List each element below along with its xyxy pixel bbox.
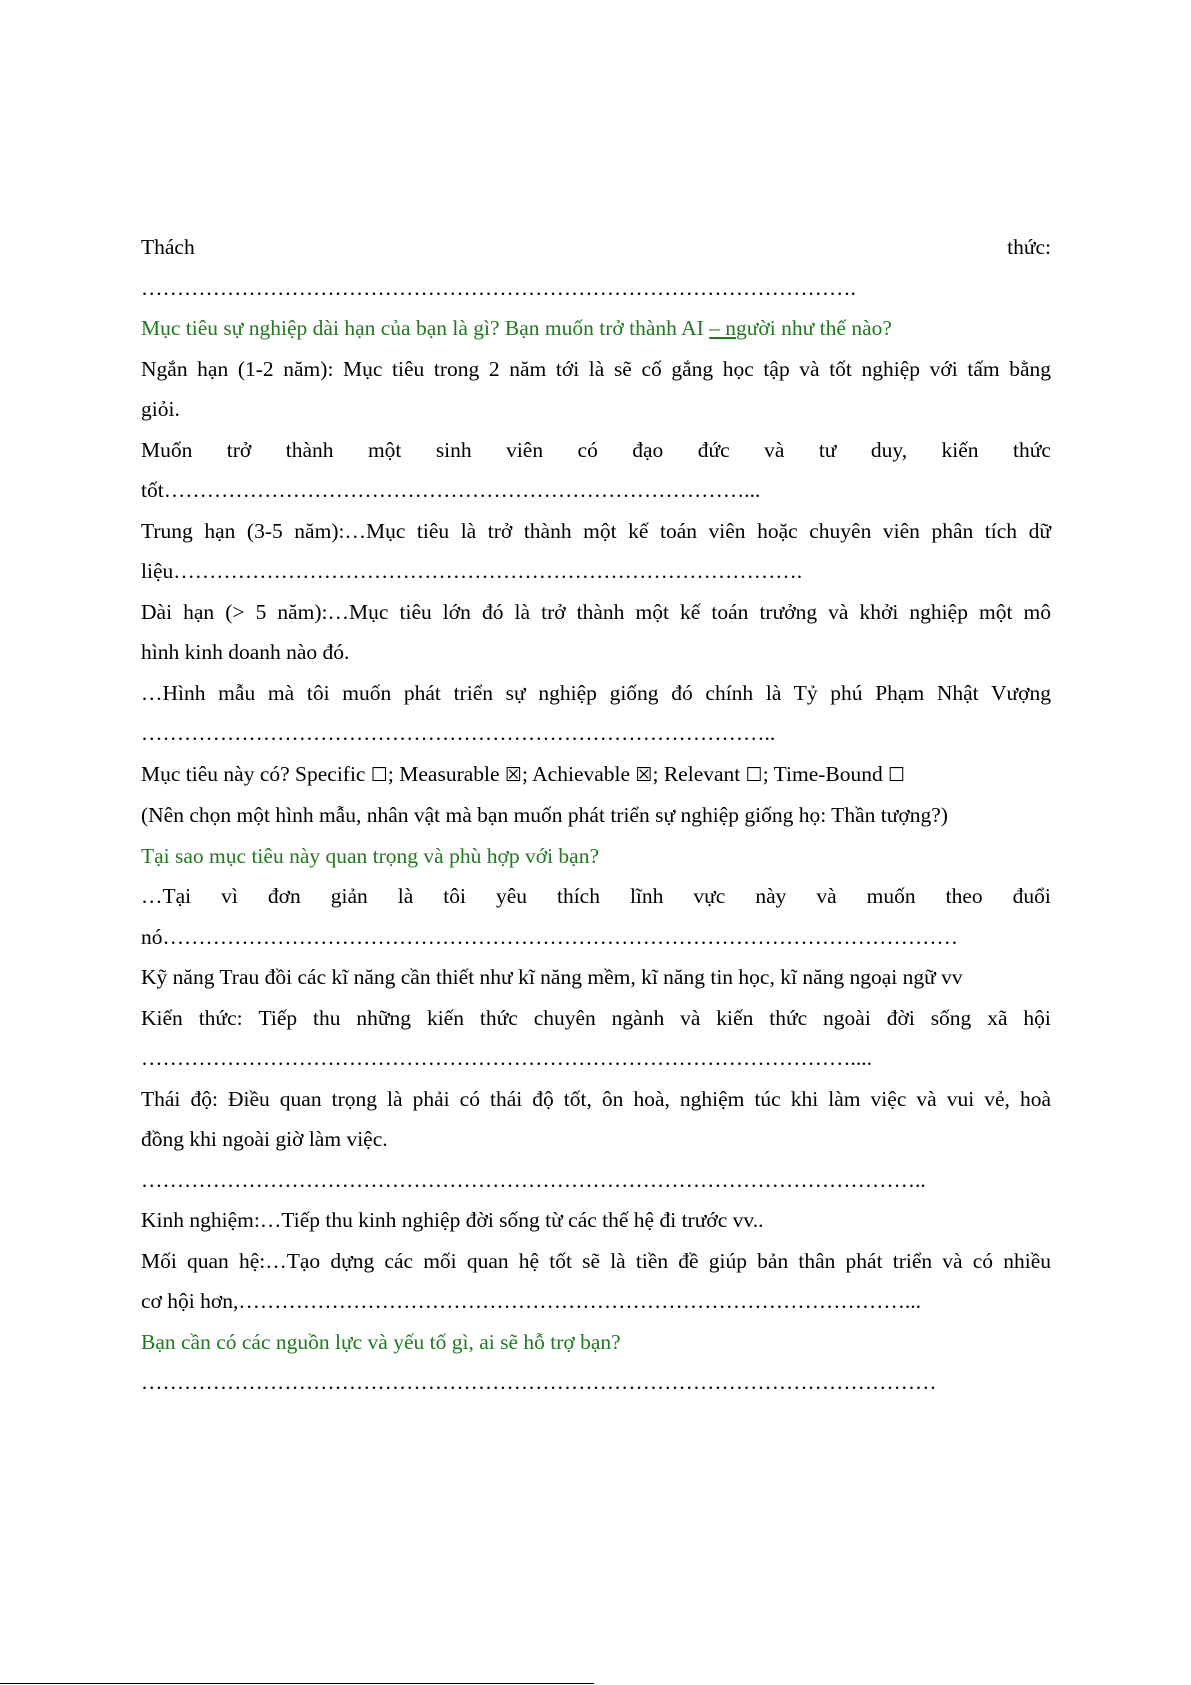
knowledge-line-1 <box>141 998 1051 1039</box>
question-long-term-goal <box>141 308 1051 349</box>
reason-w11: này <box>755 884 787 908</box>
want-w8: đạo <box>632 437 664 462</box>
question-long-term-goal-part2: gười như thế nào? <box>736 316 892 340</box>
want-word: Muốn <box>141 437 193 462</box>
knowledge-w6: kiến <box>426 1005 464 1030</box>
smart-measurable-label: Measurable <box>399 761 500 786</box>
resources-answer-dots: ………………………………………………………………………………………………… <box>141 1370 937 1394</box>
want-w10: và <box>764 437 785 462</box>
smart-prefix: Mục tiêu này có? <box>141 761 296 786</box>
reason-w4: giản <box>330 884 368 908</box>
want-w9: đức <box>697 437 730 462</box>
smart-achievable-label: Achievable <box>532 761 631 786</box>
smart-criteria-line: Mục tiêu này có? Specific ☐; Measurable ☒; Achievable ☒; Relevant ☐; Time-Bound ☐ <box>141 761 906 786</box>
role-model-line-1: …Hình mẫu mà tôi muốn phát triển sự nghiệp giống đó chính là Tỷ phú Phạm Nhật Vượng <box>141 680 1051 705</box>
knowledge-w9: ngành <box>611 1005 665 1030</box>
want-rest: trở <box>226 437 252 462</box>
question-long-term-goal-underlined: – n <box>709 316 737 340</box>
relevant-checkbox-icon[interactable]: ☐ <box>745 763 763 786</box>
relations-line-1: Mối quan hệ:…Tạo dựng các mối quan hệ tốt sẽ là tiền đề giúp bản thân phát triển và có nhiều <box>141 1248 1051 1273</box>
knowledge-w7: thức <box>479 1005 518 1030</box>
achievable-checkbox-icon[interactable]: ☒ <box>635 763 653 786</box>
specific-checkbox-icon[interactable]: ☐ <box>370 763 388 786</box>
question-long-term-goal-part1: Mục tiêu sự nghiệp dài hạn của bạn là gì? Bạn muốn trở thành AI <box>141 316 710 340</box>
smart-relevant-label: Relevant <box>663 761 741 786</box>
want-w3: thành <box>285 437 334 462</box>
knowledge-w17: hội <box>1023 1005 1051 1030</box>
reason-w9: lĩnh <box>629 884 664 908</box>
reason-w2: vì <box>221 884 238 908</box>
knowledge-w14: đời <box>886 1005 915 1030</box>
measurable-checkbox-icon[interactable]: ☒ <box>504 763 522 786</box>
long-term-line-1: Dài hạn (> 5 năm):…Mục tiêu lớn đó là trở thành một kế toán trưởng và khởi nghiệp một mô <box>141 599 1051 624</box>
reason-w3: đơn <box>267 884 301 908</box>
reason-w5: là <box>397 884 414 908</box>
challenge-label: Thách <box>141 235 195 259</box>
knowledge-w3: Tiếp <box>258 1005 298 1030</box>
want-w5: sinh <box>435 437 472 462</box>
mid-term-line-1: Trung hạn (3-5 năm):…Mục tiêu là trở thành một kế toán viên hoặc chuyên viên phân tích dữ <box>141 518 1051 543</box>
footnote-separator <box>0 1683 594 1684</box>
long-term-line-2: hình kinh doanh nào đó. <box>141 640 350 664</box>
question-resources: Bạn cần có các nguồn lực và yếu tố gì, ai sẽ hỗ trợ bạn? <box>141 1329 621 1354</box>
want-w6: viên <box>506 437 544 462</box>
experience-line: Kinh nghiệm:…Tiếp thu kinh nghiệp đời sống từ các thế hệ đi trước vv.. <box>141 1208 764 1232</box>
challenge-line <box>141 227 1051 268</box>
role-model-line-2: …………………………………………………………………………….. <box>141 721 776 745</box>
want-w7: có <box>577 437 598 462</box>
reason-w12: và <box>816 884 837 908</box>
short-term-line-1: Ngắn hạn (1-2 năm): Mục tiêu trong 2 năm tới là sẽ cố gắng học tập và tốt nghiệp với tấm bằng <box>141 356 1051 381</box>
knowledge-w4: thu <box>313 1005 341 1030</box>
challenge-answer-dots: ………………………………………………………………………………………. <box>141 275 856 300</box>
reason-w14: theo <box>945 884 983 908</box>
knowledge-w10: và <box>680 1005 701 1030</box>
want-w4: một <box>367 437 402 462</box>
timebound-checkbox-icon[interactable]: ☐ <box>888 763 906 786</box>
reason-w13: muốn <box>866 884 916 908</box>
reason-line-2: nó………………………………………………………………………………………………… <box>141 924 958 949</box>
knowledge-w2: thức: <box>198 1005 243 1030</box>
knowledge-w12: thức <box>769 1005 808 1030</box>
short-term-line-2: giỏi. <box>141 397 180 421</box>
challenge-colon: thức: <box>1007 235 1051 259</box>
skills-line: Kỹ năng Trau đồi các kĩ năng cần thiết như kĩ năng mềm, kĩ năng tin học, kĩ năng ngoại ngữ vv <box>141 965 963 989</box>
role-model-hint: (Nên chọn một hình mẫu, nhân vật mà bạn muốn phát triển sự nghiệp giống họ: Thần tượng?) <box>141 803 948 827</box>
reason-w8: thích <box>556 884 600 908</box>
attitude-line-1: Thái độ: Điều quan trọng là phải có thái độ tốt, ôn hoà, nghiệm túc khi làm việc và vui vẻ, hoà <box>141 1086 1051 1111</box>
knowledge-w8: chuyên <box>533 1005 596 1030</box>
knowledge-w1: Kiến <box>141 1005 183 1030</box>
knowledge-w11: kiến <box>716 1005 754 1030</box>
reason-w10: vực <box>693 884 726 908</box>
reason-w1: …Tại <box>141 884 192 908</box>
want-w11: tư <box>818 437 837 462</box>
relations-line-2: cơ hội hơn,…………………………………………………………………………………... <box>141 1289 922 1313</box>
knowledge-w13: ngoài <box>823 1005 871 1030</box>
attitude-line-2: đồng khi ngoài giờ làm việc. <box>141 1127 388 1151</box>
want-w14: thức <box>1012 437 1051 462</box>
smart-specific-label: Specific <box>295 761 366 786</box>
attitude-line-3: ……………………………………………………………………………………………….. <box>141 1167 926 1192</box>
document-body <box>141 227 1051 1403</box>
knowledge-line-2: ……………………………………………………………………………………….... <box>141 1046 872 1070</box>
mid-term-line-2: liệu……………………………………………………………………………. <box>141 559 803 583</box>
reason-line-1 <box>141 876 1051 917</box>
want-line-1 <box>141 430 1051 471</box>
reason-w7: yêu <box>495 884 527 908</box>
question-why-important: Tại sao mục tiêu này quan trọng và phù hợp với bạn? <box>141 843 599 868</box>
knowledge-w16: xã <box>987 1005 1008 1030</box>
want-w12: duy, <box>870 437 908 462</box>
knowledge-w5: những <box>356 1005 412 1030</box>
want-w13: kiến <box>941 437 979 462</box>
knowledge-w15: sống <box>930 1005 972 1030</box>
reason-w6: tôi <box>443 884 466 908</box>
reason-w15: đuổi <box>1012 884 1051 908</box>
want-line-2: tốt………………………………………………………………………... <box>141 478 761 502</box>
smart-timebound-label: Time-Bound <box>773 761 883 786</box>
